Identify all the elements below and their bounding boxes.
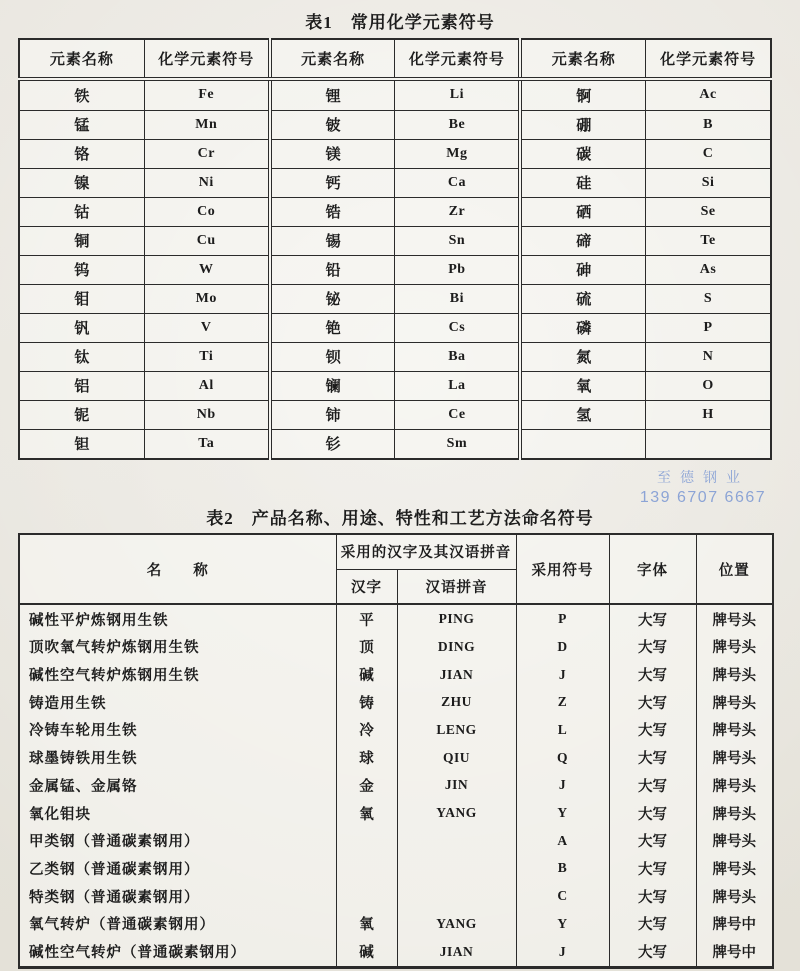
element-symbol-cell: N [646,342,771,371]
element-name-cell: 钛 [19,342,144,371]
pinyin-cell: JIN [397,772,516,800]
symbol-cell: A [516,827,609,855]
symbol-cell: P [516,604,609,633]
hanzi-cell [336,882,397,910]
element-name-cell: 硫 [520,284,645,313]
element-symbol-cell: Ti [144,342,269,371]
element-symbol-cell: Ac [646,79,771,110]
table-row [19,371,771,400]
table-row [19,633,773,661]
product-name-cell: 氧气转炉（普通碳素钢用） [19,910,336,938]
element-name-cell: 铋 [270,284,395,313]
product-name-cell: 铸造用生铁 [19,688,336,716]
symbol-cell: B [516,855,609,883]
table-row [19,772,773,800]
table-row [19,284,771,313]
element-symbol-cell: O [646,371,771,400]
table1-title: 表1 常用化学元素符号 [305,13,495,32]
table-row [19,882,773,910]
element-name-cell: 钐 [270,429,395,459]
table1-header-cell: 元素名称 [270,39,395,79]
element-symbol-cell: As [646,255,771,284]
pinyin-cell: LENG [397,716,516,744]
pinyin-cell: JIAN [397,661,516,689]
element-symbol-cell: Si [646,168,771,197]
watermark [628,467,778,507]
element-symbol-cell: H [646,400,771,429]
element-name-cell: 钼 [19,284,144,313]
element-name-cell: 锰 [19,110,144,139]
element-symbol-cell: Nb [144,400,269,429]
hanzi-cell: 冷 [336,716,397,744]
element-name-cell: 铬 [19,139,144,168]
table2-header-hanzi-pinyin-group: 采用的汉字及其汉语拼音 [336,534,516,569]
element-name-cell: 锡 [270,226,395,255]
symbol-cell: Y [516,799,609,827]
product-name-cell: 顶吹氧气转炉炼钢用生铁 [19,633,336,661]
table-row [19,139,771,168]
element-name-cell: 碳 [520,139,645,168]
pinyin-cell: DING [397,633,516,661]
table2-title: 表2 产品名称、用途、特性和工艺方法命名符号 [206,509,594,528]
element-symbol-cell: La [395,371,520,400]
product-name-cell: 球墨铸铁用生铁 [19,744,336,772]
position-cell: 牌号头 [696,744,773,772]
product-name-cell: 碱性空气转炉炼钢用生铁 [19,661,336,689]
symbol-cell: J [516,661,609,689]
table-row [19,799,773,827]
pinyin-cell: PING [397,604,516,633]
position-cell: 牌号头 [696,827,773,855]
element-symbol-cell: S [646,284,771,313]
element-symbol-cell: Co [144,197,269,226]
element-name-cell: 铁 [19,79,144,110]
font-style-cell: 大写 [609,716,696,744]
symbol-cell: Z [516,688,609,716]
position-cell: 牌号头 [696,799,773,827]
element-name-cell: 钡 [270,342,395,371]
position-cell: 牌号头 [696,716,773,744]
element-symbol-cell: Be [395,110,520,139]
element-symbol-cell: Cu [144,226,269,255]
element-symbol-cell: Fe [144,79,269,110]
element-name-cell: 铈 [270,400,395,429]
table1-header-cell: 化学元素符号 [144,39,269,79]
hanzi-cell [336,855,397,883]
element-name-cell: 硅 [520,168,645,197]
font-style-cell: 大写 [609,799,696,827]
table1-header-cell: 元素名称 [19,39,144,79]
element-symbol-cell: Ca [395,168,520,197]
table2-header [19,534,773,604]
table2-header-position: 位置 [696,534,773,604]
table-row [19,197,771,226]
pinyin-cell: YANG [397,799,516,827]
element-name-cell: 镁 [270,139,395,168]
pinyin-cell: QIU [397,744,516,772]
table-row [19,910,773,938]
product-name-cell: 氧化钼块 [19,799,336,827]
table1-body [19,79,771,459]
product-name-cell: 冷铸车轮用生铁 [19,716,336,744]
table-row [19,168,771,197]
pinyin-cell [397,855,516,883]
element-name-cell: 锆 [270,197,395,226]
font-style-cell: 大写 [609,855,696,883]
element-symbol-cell: P [646,313,771,342]
element-name-cell: 钨 [19,255,144,284]
element-symbol-cell: Pb [395,255,520,284]
table1-chemical-elements [18,38,772,460]
table1-header-cell: 化学元素符号 [395,39,520,79]
element-name-cell: 钒 [19,313,144,342]
position-cell: 牌号头 [696,882,773,910]
symbol-cell: J [516,772,609,800]
table2-body [19,604,773,968]
hanzi-cell: 平 [336,604,397,633]
element-symbol-cell: Ce [395,400,520,429]
table-header-row [19,39,771,79]
element-symbol-cell: Ta [144,429,269,459]
product-name-cell: 金属锰、金属铬 [19,772,336,800]
element-symbol-cell: Sm [395,429,520,459]
table2-header-symbol: 采用符号 [516,534,609,604]
position-cell: 牌号头 [696,772,773,800]
font-style-cell: 大写 [609,882,696,910]
table1-header-cell: 化学元素符号 [646,39,771,79]
element-symbol-cell: Li [395,79,520,110]
element-name-cell: 铍 [270,110,395,139]
table-row [19,716,773,744]
hanzi-cell: 氧 [336,910,397,938]
font-style-cell: 大写 [609,744,696,772]
element-name-cell: 锕 [520,79,645,110]
element-name-cell: 铝 [19,371,144,400]
element-symbol-cell: V [144,313,269,342]
symbol-cell: Y [516,910,609,938]
hanzi-cell: 顶 [336,633,397,661]
element-name-cell: 氧 [520,371,645,400]
element-name-cell: 钙 [270,168,395,197]
pinyin-cell: ZHU [397,688,516,716]
table-row [19,226,771,255]
product-name-cell: 碱性平炉炼钢用生铁 [19,604,336,633]
element-symbol-cell: Ni [144,168,269,197]
element-symbol-cell: Sn [395,226,520,255]
element-symbol-cell: Mg [395,139,520,168]
symbol-cell: L [516,716,609,744]
product-name-cell: 碱性空气转炉（普通碳素钢用） [19,938,336,968]
element-name-cell: 镧 [270,371,395,400]
element-name-cell: 铯 [270,313,395,342]
font-style-cell: 大写 [609,661,696,689]
pinyin-cell [397,827,516,855]
element-symbol-cell: C [646,139,771,168]
symbol-cell: J [516,938,609,968]
symbol-cell: C [516,882,609,910]
element-name-cell: 磷 [520,313,645,342]
symbol-cell: Q [516,744,609,772]
element-name-cell: 钴 [19,197,144,226]
element-symbol-cell: Cs [395,313,520,342]
element-symbol-cell [646,429,771,459]
element-name-cell: 铅 [270,255,395,284]
font-style-cell: 大写 [609,633,696,661]
font-style-cell: 大写 [609,772,696,800]
element-symbol-cell: Se [646,197,771,226]
hanzi-cell: 铸 [336,688,397,716]
font-style-cell: 大写 [609,910,696,938]
table-header-row [19,534,773,569]
element-name-cell: 砷 [520,255,645,284]
table1-header-cell: 元素名称 [520,39,645,79]
element-name-cell: 氮 [520,342,645,371]
element-name-cell: 硼 [520,110,645,139]
element-symbol-cell: Cr [144,139,269,168]
table2-header-font: 字体 [609,534,696,604]
element-symbol-cell: Bi [395,284,520,313]
pinyin-cell: JIAN [397,938,516,968]
position-cell: 牌号头 [696,855,773,883]
font-style-cell: 大写 [609,604,696,633]
element-symbol-cell: Al [144,371,269,400]
position-cell: 牌号头 [696,661,773,689]
element-symbol-cell: W [144,255,269,284]
table-row [19,827,773,855]
hanzi-cell: 碱 [336,938,397,968]
element-name-cell: 锂 [270,79,395,110]
table-row [19,400,771,429]
element-name-cell: 钽 [19,429,144,459]
product-name-cell: 甲类钢（普通碳素钢用） [19,827,336,855]
product-name-cell: 乙类钢（普通碳素钢用） [19,855,336,883]
position-cell: 牌号中 [696,910,773,938]
table-row [19,661,773,689]
table-row [19,688,773,716]
font-style-cell: 大写 [609,827,696,855]
table2-header-hanzi: 汉字 [336,569,397,604]
table-row [19,429,771,459]
table-row [19,79,771,110]
table-row [19,110,771,139]
element-name-cell: 氢 [520,400,645,429]
table-row [19,342,771,371]
hanzi-cell: 碱 [336,661,397,689]
table-row [19,855,773,883]
element-name-cell: 铜 [19,226,144,255]
table2-naming-symbols [18,533,774,969]
hanzi-cell: 金 [336,772,397,800]
position-cell: 牌号中 [696,938,773,968]
table-row [19,255,771,284]
pinyin-cell [397,882,516,910]
hanzi-cell [336,827,397,855]
element-name-cell: 碲 [520,226,645,255]
element-name-cell: 硒 [520,197,645,226]
watermark-phone-number: 139 6707 6667 [639,489,767,506]
hanzi-cell: 氧 [336,799,397,827]
hanzi-cell: 球 [336,744,397,772]
element-name-cell: 镍 [19,168,144,197]
element-symbol-cell: Mo [144,284,269,313]
product-name-cell: 特类钢（普通碳素钢用） [19,882,336,910]
element-symbol-cell: Zr [395,197,520,226]
table2-header-name: 名 称 [19,534,336,604]
table-row [19,744,773,772]
position-cell: 牌号头 [696,688,773,716]
table-row [19,313,771,342]
element-symbol-cell: Te [646,226,771,255]
table2-header-pinyin: 汉语拼音 [397,569,516,604]
position-cell: 牌号头 [696,604,773,633]
font-style-cell: 大写 [609,688,696,716]
watermark-company-name: 至德钢业 [657,469,749,485]
element-symbol-cell: B [646,110,771,139]
pinyin-cell: YANG [397,910,516,938]
element-symbol-cell: Ba [395,342,520,371]
table-row [19,604,773,633]
font-style-cell: 大写 [609,938,696,968]
element-symbol-cell: Mn [144,110,269,139]
symbol-cell: D [516,633,609,661]
element-name-cell [520,429,645,459]
position-cell: 牌号头 [696,633,773,661]
table1-header [19,39,771,79]
table-row [19,938,773,968]
element-name-cell: 铌 [19,400,144,429]
